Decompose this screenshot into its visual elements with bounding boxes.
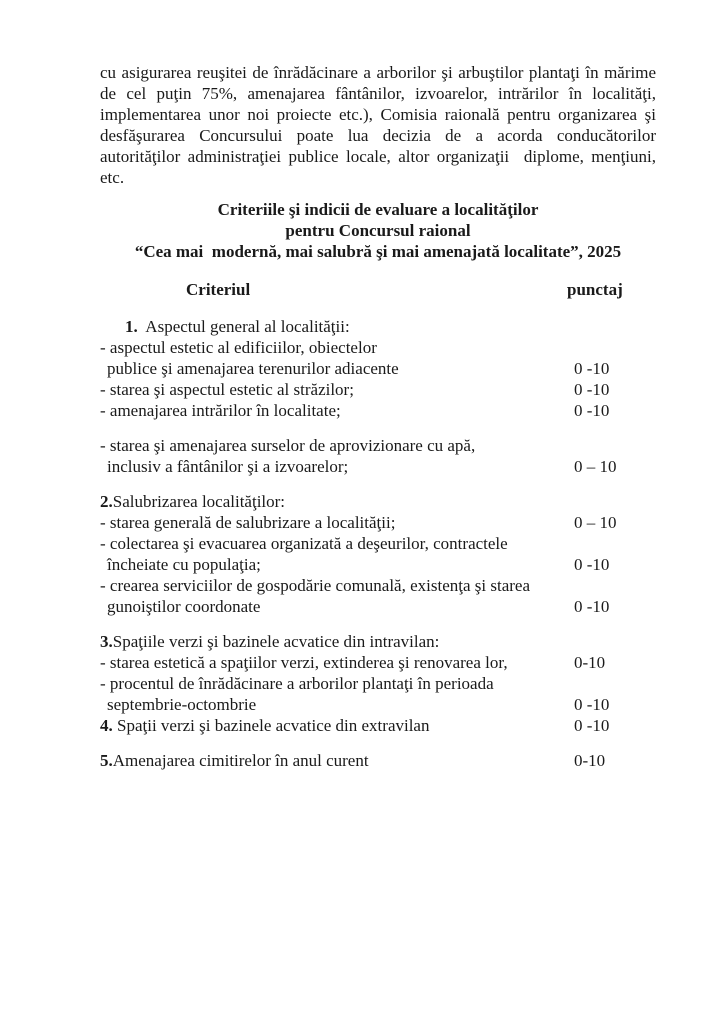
criteria-row	[100, 435, 656, 456]
criteria-row-points: 0 -10	[574, 695, 610, 714]
criteria-row-text: inclusiv a fântânilor şi a izvoarelor;	[107, 457, 349, 476]
document-content	[100, 62, 656, 771]
criteria-row-text: - starea şi amenajarea surselor de aprovizionare cu apă,	[100, 436, 476, 455]
criteria-row-text: - colectarea şi evacuarea organizată a deşeurilor, contractele	[100, 534, 508, 553]
intro-paragraph: cu asigurarea reuşitei de înrădăcinare a arborilor şi arbuştilor plantaţi în mărime de cel puţin 75%, amenajarea fântânilor, izvoarelor, intrărilor în localităţi, implementarea unor noi proiecte etc.), Comisia raională pentru organizarea şi desfăşurarea Concursului poate lua decizia de a acorda conducătorilor autorităţilor administraţiei publice locale, altor organizaţii diplome, menţiuni, etc.	[100, 63, 656, 187]
criteria-row	[100, 694, 656, 715]
criteria-row-text: - amenajarea intrărilor în localitate;	[100, 401, 341, 420]
criteria-row-text: încheiate cu populaţia;	[107, 555, 261, 574]
criteria-row	[100, 491, 656, 512]
criteria-row-text: - procentul de înrădăcinare a arborilor plantaţi în perioada	[100, 674, 494, 693]
criteria-list	[100, 316, 656, 771]
criteria-row	[100, 358, 656, 379]
criteria-row-text: 3.Spaţiile verzi şi bazinele acvatice din intravilan:	[100, 632, 440, 651]
criteria-row-text: - starea şi aspectul estetic al străzilor;	[100, 380, 354, 399]
criteria-table-header	[100, 279, 656, 300]
criteria-row-points: 0 – 10	[574, 457, 617, 476]
criteria-row	[100, 533, 656, 554]
column-header-criterion: Criteriul	[186, 280, 251, 299]
criteria-row-points: 0 -10	[574, 716, 610, 735]
criteria-row	[100, 575, 656, 596]
criteria-row	[100, 379, 656, 400]
criteria-row-number: 1.	[125, 317, 138, 336]
criteria-row-text: - crearea serviciilor de gospodărie comunală, existenţa şi starea	[100, 576, 530, 595]
criteria-row-points: 0-10	[574, 751, 606, 770]
criteria-row-text: 1. Aspectul general al localităţii:	[125, 317, 350, 336]
criteria-row-points: 0 -10	[574, 555, 610, 574]
criteria-row-text: - aspectul estetic al edificiilor, obiectelor	[100, 338, 377, 357]
criteria-row-number: 5.	[100, 751, 113, 770]
criteria-row	[100, 554, 656, 575]
title-line-2: pentru Concursul raional	[285, 221, 471, 240]
criteria-row-text: publice şi amenajarea terenurilor adiacente	[107, 359, 399, 378]
criteria-row-number: 3.	[100, 632, 113, 651]
criteria-row-points: 0 – 10	[574, 513, 617, 532]
criteria-row-points: 0 -10	[574, 401, 610, 420]
criteria-row-text: septembrie-octombrie	[107, 695, 257, 714]
criteria-row-text: 4. Spaţii verzi şi bazinele acvatice din extravilan	[100, 716, 430, 735]
title-line-1: Criteriile şi indicii de evaluare a localităţilor	[217, 200, 539, 219]
criteria-row-text: - starea estetică a spaţiilor verzi, extinderea şi renovarea lor,	[100, 653, 508, 672]
criteria-row-text: - starea generală de salubrizare a localităţii;	[100, 513, 396, 532]
criteria-row-points: 0 -10	[574, 359, 610, 378]
criteria-row	[100, 715, 656, 736]
criteria-row	[100, 316, 656, 337]
criteria-row	[100, 456, 656, 477]
criteria-row-text: 5.Amenajarea cimitirelor în anul curent	[100, 751, 369, 770]
criteria-row	[100, 512, 656, 533]
criteria-row	[100, 750, 656, 771]
criteria-row-text: gunoiştilor coordonate	[107, 597, 261, 616]
column-header-points: punctaj	[567, 280, 623, 299]
criteria-row-number: 2.	[100, 492, 113, 511]
criteria-row	[100, 673, 656, 694]
criteria-row-number: 4.	[100, 716, 113, 735]
criteria-row	[100, 652, 656, 673]
title-line-3: “Cea mai modernă, mai salubră şi mai amenajată localitate”, 2025	[134, 242, 622, 261]
criteria-row-points: 0 -10	[574, 380, 610, 399]
document-title	[100, 199, 656, 262]
criteria-row-text: 2.Salubrizarea localităţilor:	[100, 492, 286, 511]
criteria-row	[100, 400, 656, 421]
criteria-row	[100, 596, 656, 617]
criteria-row-points: 0 -10	[574, 597, 610, 616]
criteria-row	[100, 337, 656, 358]
criteria-row	[100, 631, 656, 652]
criteria-row-points: 0-10	[574, 653, 606, 672]
